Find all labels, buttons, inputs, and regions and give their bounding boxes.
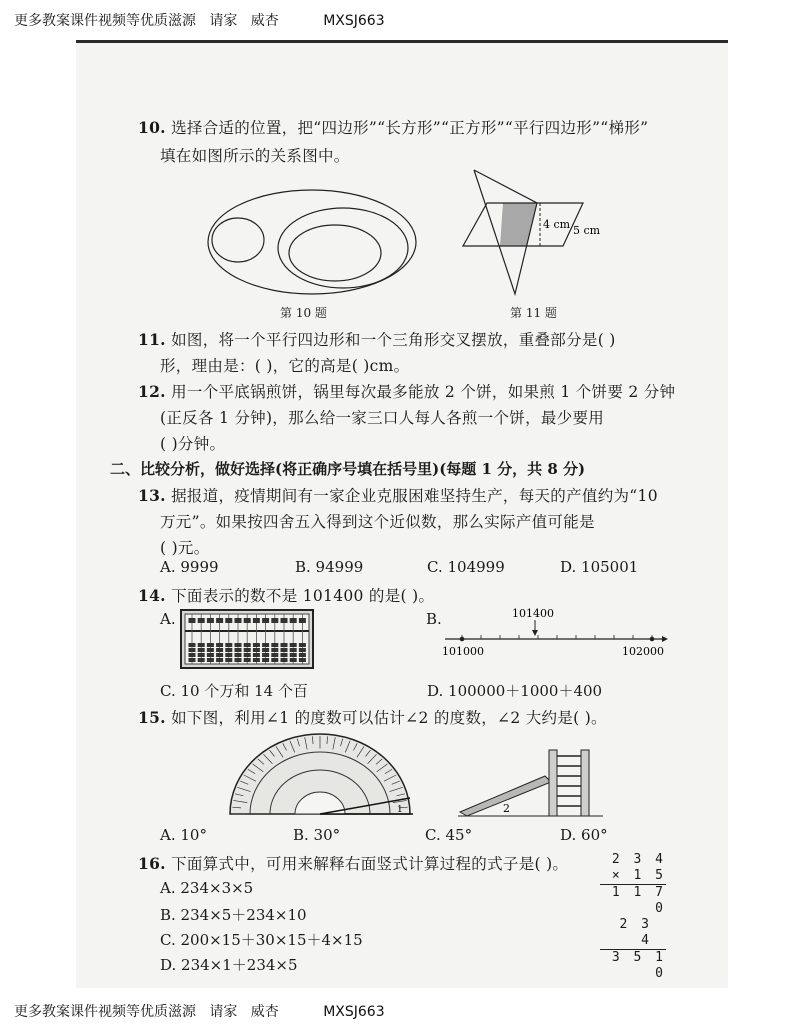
- number-line: [440, 605, 665, 657]
- q12-text-3: ( )分钟。: [160, 435, 226, 453]
- q13-number: 13.: [138, 486, 166, 505]
- q10-text-2: 填在如图所示的关系图中。: [160, 147, 350, 165]
- calc-line-4: 2 3 4: [600, 917, 666, 950]
- q10-caption: 第 10 题: [280, 306, 327, 320]
- q14-option-c: C. 10 个万和 14 个百: [160, 682, 308, 700]
- calc-line-5: 3 5 1 0: [611, 950, 666, 981]
- q11-figure: [455, 168, 615, 300]
- q15-option-a: A. 10°: [160, 826, 207, 844]
- q16-text-1: 下面算式中，可用来解释右面竖式计算过程的式子是( )。: [171, 855, 569, 873]
- numberline-mark-label: 101400: [512, 607, 554, 620]
- q14-option-a-label: A.: [160, 610, 176, 628]
- angle1-label: 1: [397, 805, 403, 815]
- q16-option-b: B. 234×5＋234×10: [160, 906, 307, 924]
- q11-text-2: 形，理由是：( )，它的高是( )cm。: [160, 357, 410, 375]
- q13-option-c: C. 104999: [427, 558, 505, 576]
- q11-line1: [138, 326, 616, 354]
- q11-caption: 第 11 题: [510, 306, 557, 320]
- q16-line1: [138, 850, 568, 878]
- q14-text-1: 下面表示的数不是 101400 的是( )。: [171, 587, 435, 605]
- q16-option-c: C. 200×15＋30×15＋4×15: [160, 931, 363, 949]
- q13-text-1: 据报道，疫情期间有一家企业克服困难坚持生产，每天的产值约为“10: [171, 487, 658, 505]
- q13-line1: [138, 482, 658, 510]
- q15-option-c: C. 45°: [425, 826, 473, 844]
- right-ellipse-outer: [278, 208, 408, 288]
- q12-text-1: 用一个平底锅煎饼，锅里每次最多能放 2 个饼，如果煎 1 个饼要 2 分钟: [171, 383, 676, 401]
- q15-option-d: D. 60°: [560, 826, 608, 844]
- left-circle: [212, 218, 264, 262]
- q11-number: 11.: [138, 330, 166, 349]
- q13-text-3: ( )元。: [160, 539, 210, 557]
- q12-number: 12.: [138, 382, 166, 401]
- q13-option-d: D. 105001: [560, 558, 639, 576]
- slide-image: [455, 742, 605, 822]
- side-label: 5 cm: [573, 224, 601, 237]
- q13-text-2: 万元”。如果按四舍五入得到这个近似数，那么实际产值可能是: [160, 513, 595, 531]
- right-ellipse-inner: [289, 225, 381, 281]
- section2-title: 二、比较分析，做好选择(将正确序号填在括号里)(每题 1 分，共 8 分): [110, 460, 586, 478]
- top-banner: 更多教案课件视频等优质滋源 请家 威杏 MXSJ663: [14, 13, 385, 29]
- q10-ellipse-diagram: [205, 188, 420, 296]
- q11-text-1: 如图，将一个平行四边形和一个三角形交叉摆放，重叠部分是( ): [171, 331, 616, 349]
- numberline-right-label: 102000: [622, 645, 664, 658]
- q10-line1: [138, 114, 648, 142]
- q14-number: 14.: [138, 586, 166, 605]
- q14-option-b-label: B.: [426, 610, 442, 628]
- abacus-image: [180, 609, 314, 669]
- angle2-label: 2: [503, 802, 510, 815]
- bottom-banner: 更多教案课件视频等优质滋源 请家 威杏 MXSJ663: [14, 1004, 385, 1020]
- q16-option-d: D. 234×1＋234×5: [160, 956, 298, 974]
- q15-line1: [138, 704, 607, 732]
- q13-option-b: B. 94999: [295, 558, 364, 576]
- q15-number: 15.: [138, 708, 166, 727]
- q16-option-a: A. 234×3×5: [160, 879, 254, 897]
- calc-line-3: 1 1 7 0: [611, 885, 666, 916]
- q16-number: 16.: [138, 854, 166, 873]
- vertical-calculation: [600, 852, 666, 982]
- q13-option-a: A. 9999: [160, 558, 219, 576]
- protractor-image: [225, 732, 415, 822]
- q15-option-b: B. 30°: [293, 826, 341, 844]
- calc-line-1: 2 3 4: [611, 852, 666, 867]
- q15-text-1: 如下图，利用∠1 的度数可以估计∠2 的度数，∠2 大约是( )。: [171, 709, 607, 727]
- q12-line1: [138, 378, 675, 406]
- q14-line1: [138, 582, 434, 610]
- q10-number: 10.: [138, 118, 166, 137]
- q12-text-2: (正反各 1 分钟)，那么给一家三口人每人各煎一个饼，最少要用: [160, 409, 605, 427]
- numberline-left-label: 101000: [442, 645, 484, 658]
- q10-text-1: 选择合适的位置，把“四边形”“长方形”“正方形”“平行四边形”“梯形”: [171, 119, 649, 137]
- calc-line-2: × 1 5: [600, 868, 666, 885]
- height-label: 4 cm: [543, 218, 571, 231]
- q14-option-d: D. 100000＋1000＋400: [427, 682, 603, 700]
